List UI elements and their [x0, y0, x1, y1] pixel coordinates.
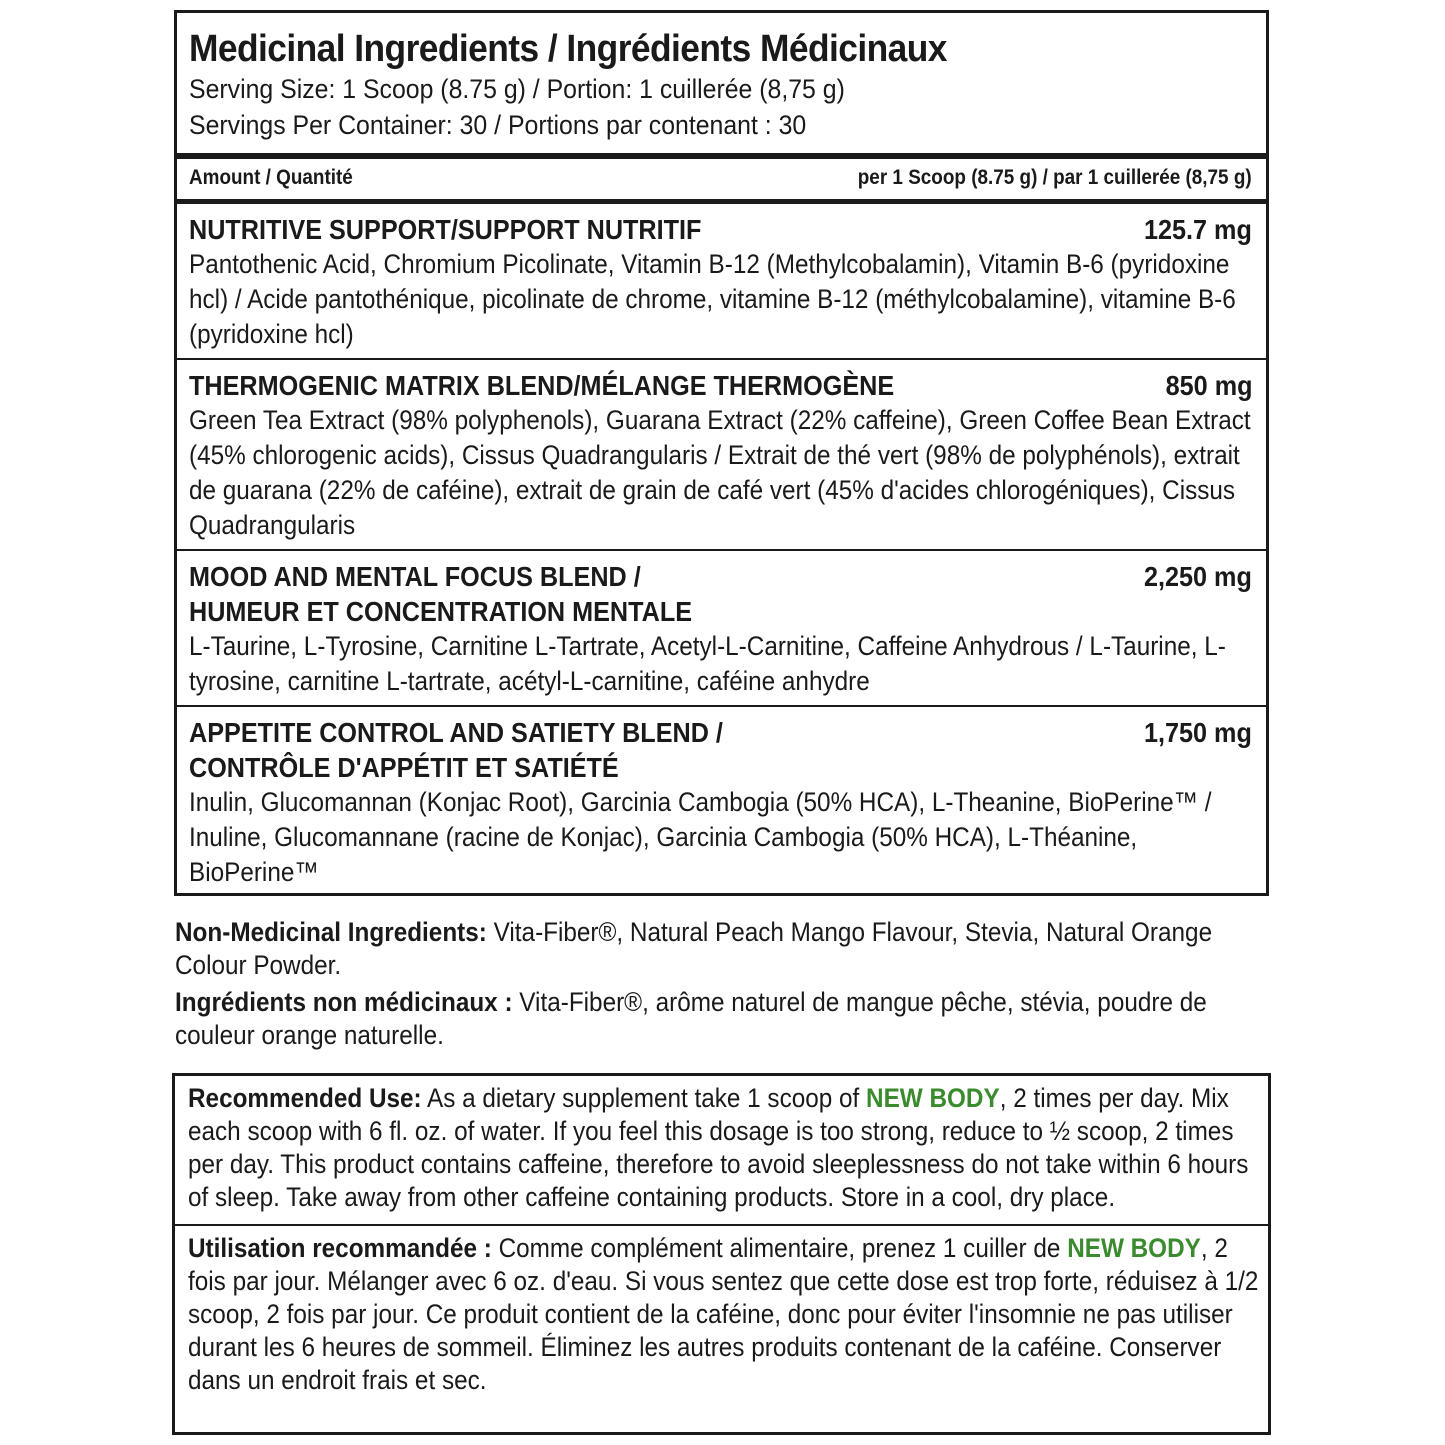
- blend-description: Green Tea Extract (98% polyphenols), Guarana Extract (22% caffeine), Green Coffee Bean Extract (45% chlorogenic acids), Cissus Quadrangularis / Extrait de thé vert (98% de polyphénols), extrait de guarana (22% de caféine), extrait de grain de café vert (45% d'acides chlorogéniques), Cissus Quadrangularis: [189, 405, 1251, 540]
- per-scoop-label: per 1 Scoop (8.75 g) / par 1 cuillerée (8,75 g): [858, 166, 1252, 189]
- recommended-use-en: [188, 1082, 1268, 1214]
- non-medicinal-en-text: Vita-Fiber®, Natural Peach Mango Flavour, Stevia, Natural Orange Colour Powder.: [175, 917, 1213, 980]
- blend-name-line2: CONTRÔLE D'APPÉTIT ET SATIÉTÉ: [189, 752, 619, 783]
- recommended-use-en-text-1: As a dietary supplement take 1 scoop of: [421, 1083, 867, 1113]
- non-medicinal-en: [175, 916, 1273, 982]
- serving-size: Serving Size: 1 Scoop (8.75 g) / Portion: 1 cuillerée (8,75 g): [189, 74, 845, 104]
- blend-amount: 125.7 mg: [1144, 214, 1252, 245]
- servings-per-container: Servings Per Container: 30 / Portions par contenant : 30: [189, 110, 807, 140]
- divider-thin: [175, 1224, 1268, 1226]
- non-medicinal-en-label: Non-Medicinal Ingredients:: [175, 917, 487, 947]
- blend-description: Inulin, Glucomannan (Konjac Root), Garcinia Cambogia (50% HCA), L-Theanine, BioPerine™ / Inuline, Glucomannane (racine de Konjac), Garcinia Cambogia (50% HCA), L-Théanine, BioPerine™: [189, 787, 1212, 887]
- brand-name: NEW BODY: [866, 1083, 1000, 1113]
- recommended-use-fr-text-1: Comme complément alimentaire, prenez 1 cuiller de: [491, 1233, 1068, 1263]
- amount-label: Amount / Quantité: [189, 166, 353, 189]
- non-medicinal-fr: [175, 986, 1273, 1052]
- medicinal-ingredients-panel: [174, 10, 1269, 896]
- non-medicinal-ingredients: [175, 916, 1275, 1056]
- blend-appetite-control: [189, 707, 1252, 896]
- recommended-use-en-text-2: , 2 times per day. Mix each scoop with 6 fl. oz. of water. If you feel this dosage is too strong, reduce to ½ scoop, 2 times per day. This product contains caffeine, therefore to avoid sleeplessness do not take within 6 hours of sleep. Take away from other caffeine containing products. Store in a cool, dry place.: [188, 1083, 1249, 1212]
- blend-name-line1: MOOD AND MENTAL FOCUS BLEND /: [189, 561, 641, 592]
- blend-name: NUTRITIVE SUPPORT/SUPPORT NUTRITIF: [189, 214, 702, 245]
- recommended-use-en-label: Recommended Use:: [188, 1083, 422, 1113]
- blend-name-line1: APPETITE CONTROL AND SATIETY BLEND /: [189, 717, 723, 748]
- amount-header-row: [189, 159, 1252, 195]
- panel-title: Medicinal Ingredients / Ingrédients Médicinaux: [189, 28, 947, 70]
- blend-amount: 850 mg: [1165, 370, 1252, 401]
- blend-nutritive-support: [189, 204, 1252, 358]
- recommended-use-fr: [188, 1232, 1268, 1397]
- recommended-use-fr-text-2: , 2 fois par jour. Mélanger avec 6 oz. d'eau. Si vous sentez que cette dose est trop forte, réduisez à 1/2 scoop, 2 fois par jour. Ce produit contient de la caféine, donc pour éviter l'insomnie ne pas utiliser durant les 6 heures de sommeil. Éliminez les autres produits contenant de la caféine. Conserver dans un endroit frais et sec.: [188, 1233, 1259, 1395]
- recommended-use-fr-label: Utilisation recommandée :: [188, 1233, 492, 1263]
- recommended-use-box: [172, 1073, 1271, 1435]
- blend-description: Pantothenic Acid, Chromium Picolinate, Vitamin B-12 (Methylcobalamin), Vitamin B-6 (pyridoxine hcl) / Acide pantothénique, picolinate de chrome, vitamine B-12 (méthylcobalamine), vitamine B-6 (pyridoxine hcl): [189, 249, 1236, 349]
- non-medicinal-fr-text: Vita-Fiber®, arôme naturel de mangue pêche, stévia, poudre de couleur orange naturelle.: [175, 987, 1207, 1050]
- blend-mood-mental-focus: [189, 551, 1252, 705]
- blend-name-line2: HUMEUR ET CONCENTRATION MENTALE: [189, 596, 693, 627]
- blend-thermogenic-matrix: [189, 360, 1252, 549]
- non-medicinal-fr-label: Ingrédients non médicinaux :: [175, 987, 513, 1017]
- blend-amount: 2,250 mg: [1144, 561, 1252, 592]
- blend-name: THERMOGENIC MATRIX BLEND/MÉLANGE THERMOGÈNE: [189, 370, 895, 401]
- brand-name: NEW BODY: [1067, 1233, 1201, 1263]
- blend-amount: 1,750 mg: [1144, 717, 1252, 748]
- blend-description: L-Taurine, L-Tyrosine, Carnitine L-Tartrate, Acetyl-L-Carnitine, Caffeine Anhydrous / L-Taurine, L-tyrosine, carnitine L-tartrate, acétyl-L-carnitine, caféine anhydre: [189, 631, 1226, 696]
